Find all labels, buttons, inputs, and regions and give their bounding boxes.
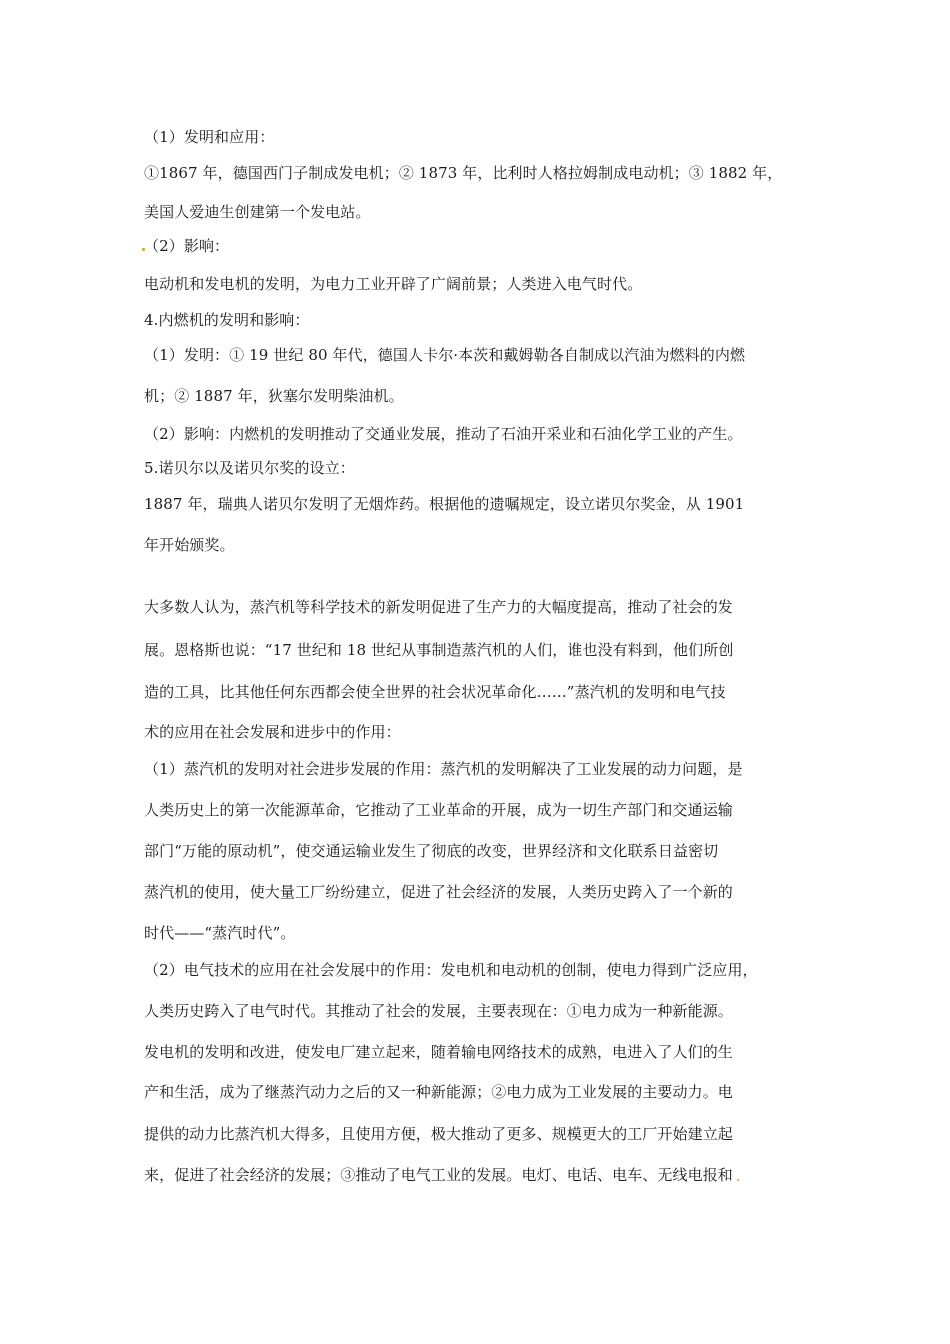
text-line: 5.诺贝尔以及诺贝尔奖的设立： [144,459,355,477]
text-line: 提供的动力比蒸汽机大得多，且使用方便，极大推动了更多、规模更大的工厂开始建立起 [144,1125,733,1143]
text-line: 来，促进了社会经济的发展；③推动了电气工业的发展。电灯、电话、电车、无线电报和 [144,1166,733,1184]
text-line: 术的应用在社会发展和进步中的作用： [144,723,401,741]
text-line: 大多数人认为，蒸汽机等科学技术的新发明促进了生产力的大幅度提高，推动了社会的发 [144,598,733,616]
text-line: （1）发明：① 19 世纪 80 年代，德国人卡尔·本茨和戴姆勒各自制成以汽油为燃料的内燃 [144,346,746,364]
text-line: 发电机的发明和改进，使发电厂建立起来，随着输电网络技术的成熟，电进入了人们的生 [144,1043,733,1061]
text-line: （2）影响：内燃机的发明推动了交通业发展，推动了石油开采业和石油化学工业的产生。 [144,425,743,443]
text-line: 电动机和发电机的发明，为电力工业开辟了广阔前景；人类进入电气时代。 [144,275,643,293]
text-line: 年开始颁奖。 [144,536,235,554]
text-line: 4.内燃机的发明和影响： [144,311,310,329]
text-line: 展。恩格斯也说：“17 世纪和 18 世纪从事制造蒸汽机的人们，谁也没有料到，他们所创 [144,641,734,659]
text-line: 部门“万能的原动机”，使交通运输业发生了彻底的改变，世界经济和文化联系日益密切 [144,842,719,860]
marker-dot [737,1179,739,1181]
text-line: 蒸汽机的使用，使大量工厂纷纷建立，促进了社会经济的发展，人类历史跨入了一个新的 [144,883,733,901]
text-line: 产和生活，成为了继蒸汽动力之后的又一种新能源；②电力成为工业发展的主要动力。电 [144,1083,733,1101]
text-line: 人类历史跨入了电气时代。其推动了社会的发展，主要表现在：①电力成为一种新能源。 [144,1002,733,1020]
text-line: （1）蒸汽机的发明对社会进步发展的作用：蒸汽机的发明解决了工业发展的动力问题，是 [144,760,743,778]
text-line: ①1867 年，德国西门子制成发电机；② 1873 年，比利时人格拉姆制成电动机；③ 1882 年， [144,164,783,182]
text-line: 时代——“蒸汽时代”。 [144,924,296,942]
text-line: （2）电气技术的应用在社会发展中的作用：发电机和电动机的创制，使电力得到广泛应用， [144,961,758,979]
text-line: 美国人爱迪生创建第一个发电站。 [144,203,371,221]
text-line: 1887 年，瑞典人诺贝尔发明了无烟炸药。根据他的遗嘱规定，设立诺贝尔奖金，从 1901 [144,495,745,513]
text-line: 机；② 1887 年，狄塞尔发明柴油机。 [144,387,404,405]
text-line: （2）影响： [144,237,230,255]
text-line: （1）发明和应用： [144,128,275,146]
text-line: 人类历史上的第一次能源革命，它推动了工业革命的开展，成为一切生产部门和交通运输 [144,801,733,819]
text-line: 造的工具，比其他任何东西都会使全世界的社会状况革命化……”蒸汽机的发明和电气技 [144,683,726,701]
